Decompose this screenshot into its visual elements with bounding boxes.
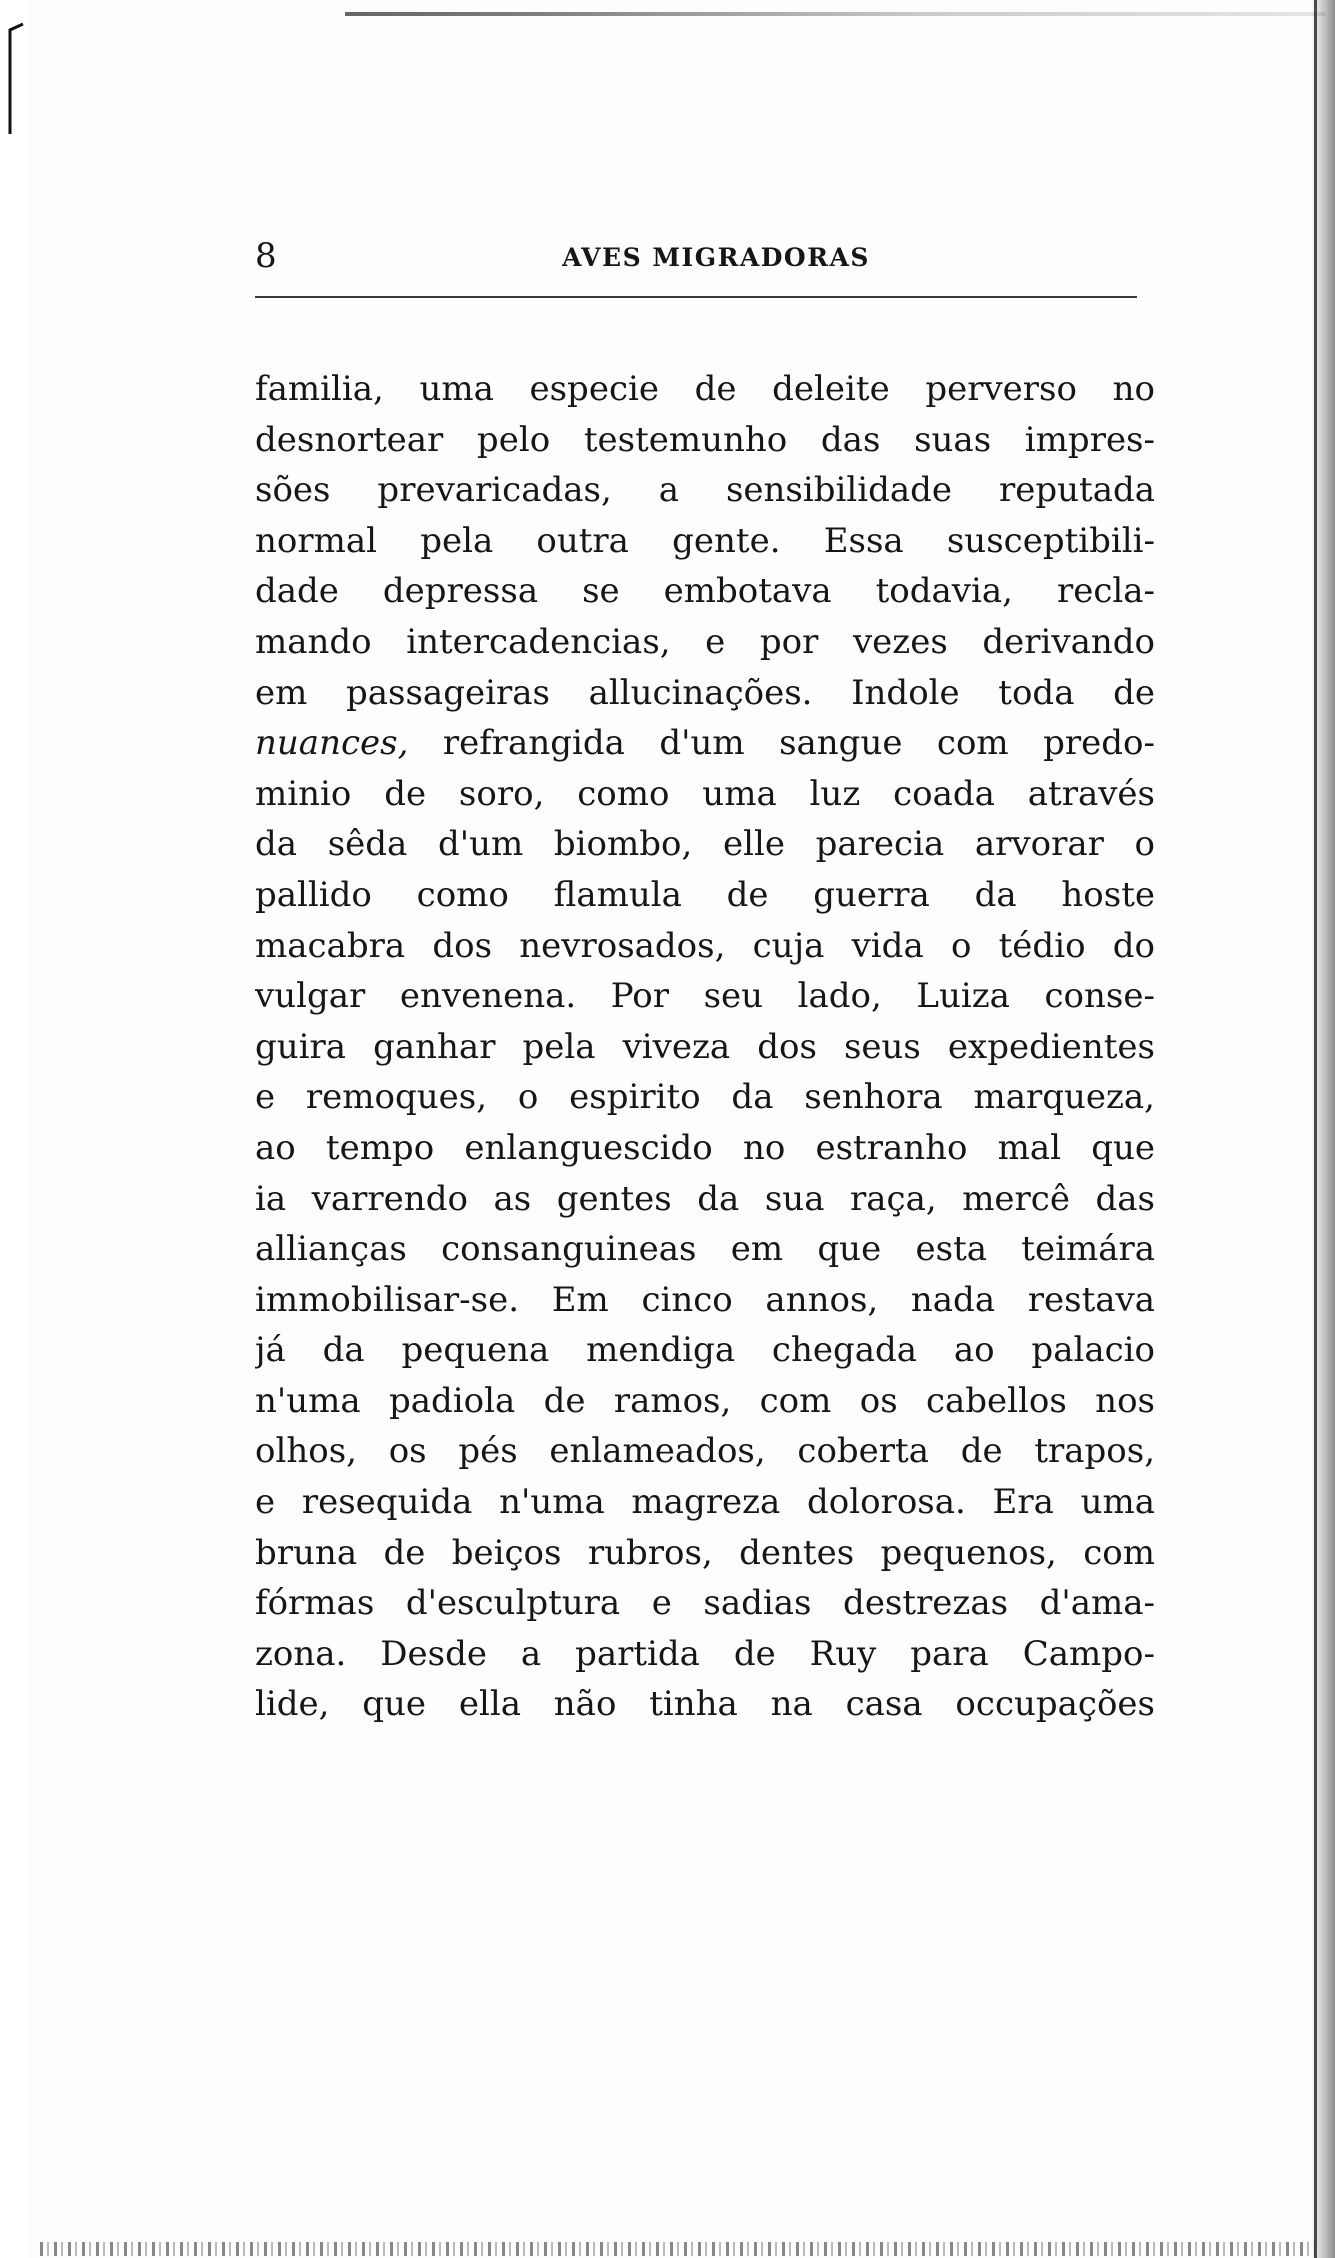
text-segment: bruna de beiços rubros, dentes pequenos, com [255,1532,1155,1573]
text-segment: immobilisar-se. Em cinco annos, nada restava [255,1279,1155,1320]
scan-corner-mark [6,22,24,137]
text-segment: guira ganhar pela viveza dos seus expedientes [255,1026,1155,1067]
text-segment: allianças consanguineas em que esta teimára [255,1229,1155,1270]
text-segment: mando intercadencias, e por vezes derivando [255,621,1155,662]
text-segment: minio de soro, como uma luz coada através [255,773,1155,814]
text-line [255,1022,1155,1073]
text-line [255,1679,1155,1730]
text-segment: ia varrendo as gentes da sua raça, mercê das [255,1178,1155,1219]
text-line [255,870,1155,921]
text-segment: olhos, os pés enlameados, coberta de trapos, [255,1431,1155,1472]
running-head [255,236,1137,276]
page-number: 8 [255,236,277,276]
text-line [255,819,1155,870]
text-segment: já da pequena mendiga chegada ao palacio [255,1330,1155,1371]
text-line [255,566,1155,617]
text-segment: zona. Desde a partida de Ruy para Campo- [255,1633,1155,1674]
text-segment: n'uma padiola de ramos, com os cabellos nos [255,1380,1155,1421]
text-line [255,1629,1155,1680]
body-text [255,364,1155,1730]
scan-top-edge [345,12,1325,16]
text-segment: familia, uma especie de deleite perverso no [255,369,1155,409]
text-line [255,465,1155,516]
scan-bottom-noise [40,2242,1315,2256]
text-segment: refrangida d'um sangue com predo- [408,723,1155,764]
text-line [255,1376,1155,1427]
text-line [255,1477,1155,1528]
text-line [255,516,1155,567]
text-segment: e remoques, o espirito da senhora marqueza, [255,1077,1155,1118]
text-segment: sões prevaricadas, a sensibilidade reputada [255,470,1155,511]
text-segment: fórmas d'esculptura e sadias destrezas d'ama- [255,1583,1155,1624]
running-title: AVES MIGRADORAS [562,243,870,272]
scan-left-margin [0,0,28,2258]
text-line [255,1578,1155,1629]
text-line [255,1528,1155,1579]
text-line [255,617,1155,668]
scan-gutter-line [1314,0,1317,2258]
text-line [255,1072,1155,1123]
text-line [255,1426,1155,1477]
text-line [255,921,1155,972]
text-segment: normal pela outra gente. Essa susceptibili- [255,520,1155,561]
text-segment: ao tempo enlanguescido no estranho mal que [255,1127,1155,1168]
text-segment: lide, que ella não tinha na casa occupações [255,1684,1155,1725]
text-segment: dade depressa se embotava todavia, recla- [255,571,1155,612]
text-segment: desnortear pelo testemunho das suas impres- [255,419,1155,460]
text-segment: macabra dos nevrosados, cuja vida o tédio do [255,925,1155,966]
text-line [255,668,1155,719]
text-segment: da sêda d'um biombo, elle parecia arvorar o [255,824,1155,865]
header-rule [255,296,1137,298]
text-segment: vulgar envenena. Por seu lado, Luiza conse- [255,976,1155,1017]
text-line [255,1275,1155,1326]
text-line [255,364,1155,415]
text-line [255,415,1155,466]
text-line [255,718,1155,769]
text-segment: pallido como flamula de guerra da hoste [255,874,1155,915]
text-line [255,971,1155,1022]
text-line [255,1224,1155,1275]
text-segment: em passageiras allucinações. Indole toda de [255,672,1155,713]
text-line [255,1174,1155,1225]
text-line [255,1325,1155,1376]
text-line [255,1123,1155,1174]
text-segment: e resequida n'uma magreza dolorosa. Era uma [255,1482,1155,1523]
italic-text: nuances, [255,723,409,764]
text-line [255,769,1155,820]
